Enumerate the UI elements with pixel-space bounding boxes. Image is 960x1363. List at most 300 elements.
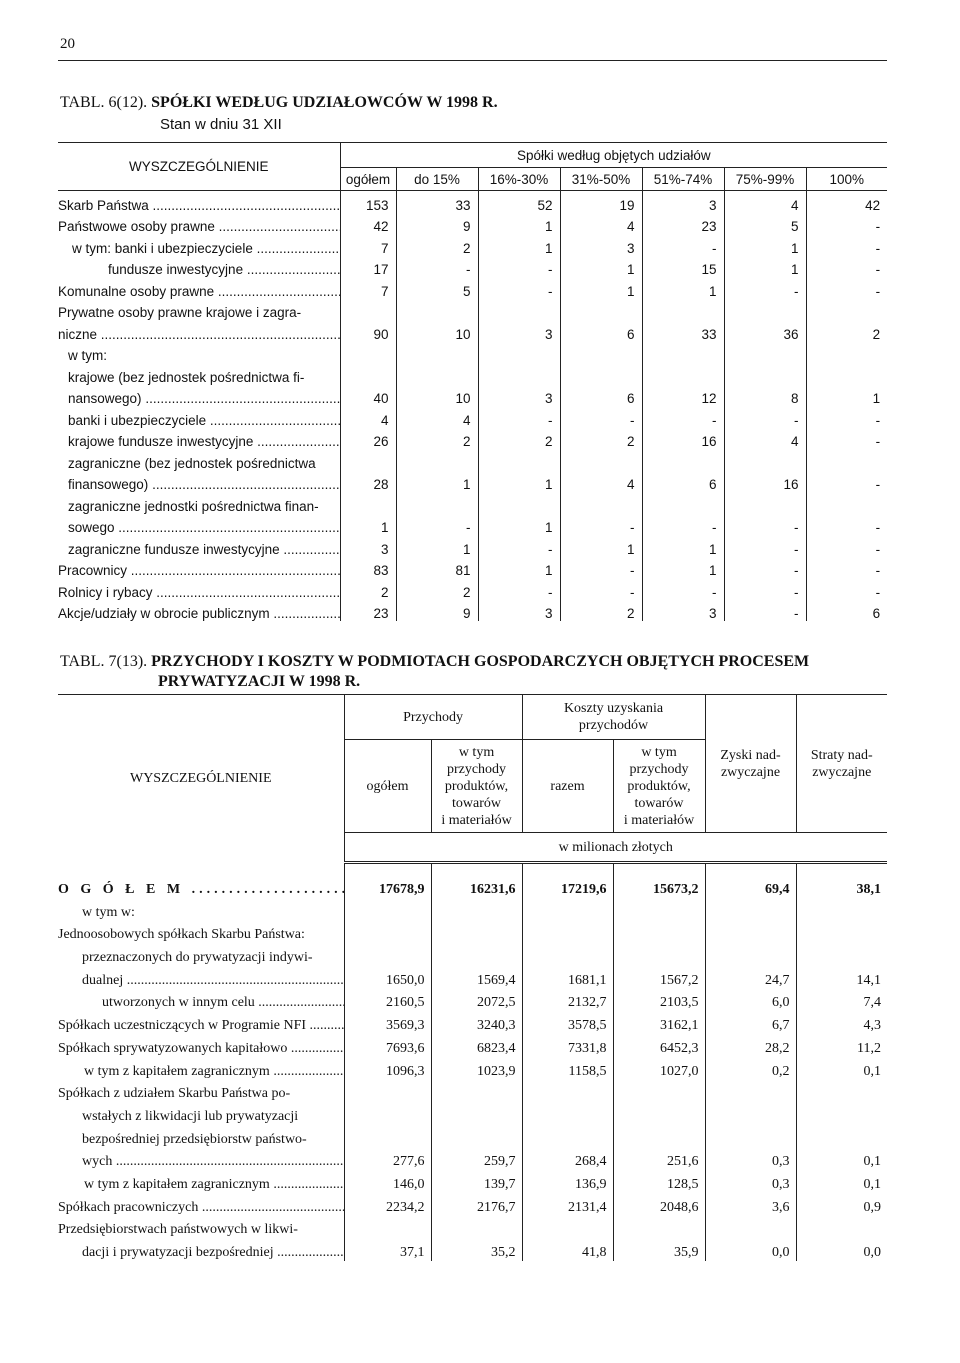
table2-row-label: przeznaczonych do prywatyzacji indywi- xyxy=(82,950,313,966)
table2-value-cell: 0,1 xyxy=(796,1148,887,1171)
table2-value-cell xyxy=(431,1102,522,1125)
table2-value-cell xyxy=(344,898,431,921)
table1-empty-cell xyxy=(724,299,806,321)
table1-value-cell: - xyxy=(396,514,478,536)
table2-row-label: utworzonych w innym celu ..... xyxy=(102,995,344,1010)
table1-empty-cell xyxy=(642,363,724,385)
table2-value-cell: 4,3 xyxy=(796,1011,887,1034)
table1-value-cell: - xyxy=(806,535,887,557)
table1-value-cell: 40 xyxy=(340,385,396,407)
table1-value-cell: - xyxy=(806,406,887,428)
table2-value-cell: 1027,0 xyxy=(613,1057,705,1080)
table2-value-cell: 139,7 xyxy=(431,1170,522,1193)
table1-value-cell: - xyxy=(806,213,887,235)
table1-empty-cell xyxy=(642,449,724,471)
table2-row-label-cell xyxy=(58,943,344,966)
table2-row-label-cell xyxy=(58,1125,344,1148)
table1-row xyxy=(58,342,887,364)
table1-value-cell: 4 xyxy=(724,191,806,213)
table1-value-cell: 3 xyxy=(340,535,396,557)
table2-value-cell xyxy=(344,921,431,944)
table1-body xyxy=(58,191,887,622)
table2-value-cell: 7331,8 xyxy=(522,1034,613,1057)
table2-row xyxy=(58,1057,887,1080)
table1-value-cell: - xyxy=(396,256,478,278)
table2-value-cell: 28,2 xyxy=(705,1034,796,1057)
table2-unit: w milionach złotych xyxy=(344,833,887,863)
table2-value-cell xyxy=(705,1102,796,1125)
table1-value-cell: 33 xyxy=(642,320,724,342)
table2-row xyxy=(58,1102,887,1125)
table1-value-cell: 1 xyxy=(396,471,478,493)
table2-col-revenue-sub-line: i materiałów xyxy=(441,812,512,828)
table2-value-cell: 2176,7 xyxy=(431,1193,522,1216)
table1-row-label-line1: Prywatne osoby prawne krajowe i zagra- xyxy=(58,305,302,320)
table1-row xyxy=(58,213,887,235)
table2-row-label: wych ..... xyxy=(82,1154,344,1169)
table1-value-cell: 36 xyxy=(724,320,806,342)
table1-row-label-line1: zagraniczne jednostki pośrednictwa finan- xyxy=(68,498,319,514)
table2-value-cell: 268,4 xyxy=(522,1148,613,1171)
table2-value-cell: 3,6 xyxy=(705,1193,796,1216)
table2-col-revenue-sub-line: przychody xyxy=(446,761,507,777)
table1-empty-cell xyxy=(396,492,478,514)
table2-value-cell: 6,0 xyxy=(705,989,796,1012)
table1-value-cell: 16 xyxy=(724,471,806,493)
table1-empty-cell xyxy=(478,449,560,471)
table2-value-cell: 2132,7 xyxy=(522,989,613,1012)
table2-value-cell: 2131,4 xyxy=(522,1193,613,1216)
table1-value-cell: 6 xyxy=(560,385,642,407)
table1-value-cell: 2 xyxy=(560,600,642,622)
table2-row-label-cell xyxy=(58,1148,344,1171)
table1-value-cell: 16 xyxy=(642,428,724,450)
table1-empty-cell xyxy=(340,492,396,514)
table1-value-cell xyxy=(560,342,642,364)
table1-row xyxy=(58,299,887,321)
table2-value-cell xyxy=(344,1125,431,1148)
table2-value-cell: 136,9 xyxy=(522,1170,613,1193)
table2-value-cell xyxy=(613,943,705,966)
table2-group-costs xyxy=(522,695,705,740)
table1-empty-cell xyxy=(806,449,887,471)
table2-row xyxy=(58,1193,887,1216)
table2-value-cell: 3578,5 xyxy=(522,1011,613,1034)
table1-empty-cell xyxy=(396,299,478,321)
table2-value-cell: 251,6 xyxy=(613,1148,705,1171)
table2-value-cell: 146,0 xyxy=(344,1170,431,1193)
table1-row-label-cell xyxy=(58,256,340,278)
table2-row-label-cell xyxy=(58,1216,344,1239)
table2-value-cell xyxy=(705,943,796,966)
table2-value-cell: 35,9 xyxy=(613,1238,705,1261)
page-number: 20 xyxy=(60,36,75,52)
table1-col-header: 31%-50% xyxy=(560,168,642,191)
table2-col-loss-line1: Straty nad- xyxy=(810,747,873,763)
table1-row-label-cell xyxy=(58,385,340,407)
table1-value-cell: 90 xyxy=(340,320,396,342)
table2-value-cell: 11,2 xyxy=(796,1034,887,1057)
table2-value-cell: 0,9 xyxy=(796,1193,887,1216)
table2-value-cell xyxy=(522,1102,613,1125)
table1-value-cell: 1 xyxy=(478,471,560,493)
table2-value-cell xyxy=(613,1125,705,1148)
table1-empty-cell xyxy=(724,363,806,385)
table2-value-cell: 0,0 xyxy=(796,1238,887,1261)
table1-value-cell: 2 xyxy=(478,428,560,450)
table2-value-cell: 14,1 xyxy=(796,966,887,989)
table1-row xyxy=(58,578,887,600)
table2-title xyxy=(60,652,809,692)
table1-row-label: Akcje/udziały w obrocie publicznym ..... xyxy=(58,606,340,621)
table1-row-label: nansowego) ..... xyxy=(68,391,340,406)
table1-value-cell: 5 xyxy=(724,213,806,235)
table1-value-cell: 26 xyxy=(340,428,396,450)
table1-value-cell: 1 xyxy=(478,234,560,256)
table2-total-label: O G Ó Ł E M ..... xyxy=(58,882,344,897)
table1-value-cell: 2 xyxy=(396,578,478,600)
table1-value-cell: 10 xyxy=(396,385,478,407)
table1-row xyxy=(58,406,887,428)
table1-row xyxy=(58,363,887,385)
table1-value-cell: 2 xyxy=(560,428,642,450)
table1-col-header: 51%-74% xyxy=(642,168,724,191)
table1-row-label-line1: zagraniczne (bez jednostek pośrednictwa xyxy=(68,455,316,471)
table1-value-cell: - xyxy=(724,514,806,536)
table2-value-cell: 0,1 xyxy=(796,1170,887,1193)
table2-col-profit xyxy=(705,695,796,833)
table2-col-profit-line2: zwyczajne xyxy=(720,764,781,780)
table1-row-label-cell xyxy=(58,342,340,364)
table2-col-costs-sub xyxy=(613,740,705,833)
table1-row-label-line1: krajowe (bez jednostek pośrednictwa fi- xyxy=(68,369,305,385)
table2-value-cell: 128,5 xyxy=(613,1170,705,1193)
table1-empty-cell xyxy=(340,299,396,321)
table2-value-cell: 3569,3 xyxy=(344,1011,431,1034)
table1-row-label-cell xyxy=(58,600,340,622)
table2-value-cell: 1158,5 xyxy=(522,1057,613,1080)
table1-value-cell: - xyxy=(806,578,887,600)
table1-value-cell: 7 xyxy=(340,277,396,299)
table2-row-label: dualnej ..... xyxy=(82,973,344,988)
table1-row-label-cell xyxy=(58,514,340,536)
table1-value-cell: - xyxy=(724,557,806,579)
table2-value-cell xyxy=(613,1216,705,1239)
table2-value-cell xyxy=(431,943,522,966)
table1-col-header: 16%-30% xyxy=(478,168,560,191)
table2-row xyxy=(58,1238,887,1261)
table1-empty-cell xyxy=(806,363,887,385)
table1 xyxy=(58,142,887,621)
table1-empty-cell xyxy=(806,492,887,514)
table1-value-cell: - xyxy=(806,428,887,450)
table2-value-cell xyxy=(796,898,887,921)
table2-col-revenue-sub xyxy=(431,740,522,833)
table1-row xyxy=(58,514,887,536)
table1-value-cell: - xyxy=(560,557,642,579)
table2-value-cell xyxy=(431,898,522,921)
table1-value-cell: 3 xyxy=(478,385,560,407)
table1-value-cell: 4 xyxy=(560,471,642,493)
table2-total-value: 69,4 xyxy=(705,863,796,899)
table2-col-costs-sub-line: przychody xyxy=(629,761,689,777)
table2-row xyxy=(58,966,887,989)
table2-value-cell: 2103,5 xyxy=(613,989,705,1012)
table1-row-label: banki i ubezpieczyciele ..... xyxy=(68,413,340,428)
table1-row-label-cell xyxy=(58,428,340,450)
table1-value-cell: 1 xyxy=(478,213,560,235)
table2-value-cell: 0,0 xyxy=(705,1238,796,1261)
table1-empty-cell xyxy=(478,492,560,514)
table2-value-cell: 1096,3 xyxy=(344,1057,431,1080)
table2-row xyxy=(58,1216,887,1239)
table1-empty-cell xyxy=(478,299,560,321)
table1-value-cell: 3 xyxy=(642,191,724,213)
table2-row xyxy=(58,1080,887,1103)
table1-value-cell: 153 xyxy=(340,191,396,213)
table2-value-cell xyxy=(431,1216,522,1239)
table2-value-cell xyxy=(522,1216,613,1239)
table1-value-cell: 42 xyxy=(806,191,887,213)
table2-value-cell: 24,7 xyxy=(705,966,796,989)
table2-value-cell xyxy=(796,1102,887,1125)
table1-empty-cell xyxy=(560,449,642,471)
table1-value-cell: 1 xyxy=(642,557,724,579)
table2-value-cell xyxy=(344,1080,431,1103)
table2-row-label: Przedsiębiorstwach państwowych w likwi- xyxy=(58,1222,298,1238)
table2-value-cell xyxy=(522,898,613,921)
table2-row-label: w tym w: xyxy=(82,904,135,920)
table1-empty-cell xyxy=(642,299,724,321)
table1-value-cell: 1 xyxy=(642,277,724,299)
table1-row-label-cell xyxy=(58,191,340,213)
table2-total-label-cell xyxy=(58,863,344,899)
table2-value-cell: 1569,4 xyxy=(431,966,522,989)
table1-value-cell: - xyxy=(560,514,642,536)
table1-value-cell: - xyxy=(478,578,560,600)
table2-row xyxy=(58,1170,887,1193)
table2-value-cell xyxy=(431,921,522,944)
table2-col-revenue-sub-line: produktów, xyxy=(444,778,509,794)
table1-value-cell: - xyxy=(806,234,887,256)
table2-row-label-cell xyxy=(58,898,344,921)
table2-value-cell: 3162,1 xyxy=(613,1011,705,1034)
table1-value-cell: - xyxy=(478,256,560,278)
table1-value-cell: 1 xyxy=(560,535,642,557)
table1-value-cell: 12 xyxy=(642,385,724,407)
table1-value-cell: 1 xyxy=(396,535,478,557)
table1-value-cell: 8 xyxy=(724,385,806,407)
table1-row-label: sowego ..... xyxy=(68,520,340,535)
table2 xyxy=(58,694,887,1261)
table1-value-cell: 1 xyxy=(560,277,642,299)
table2-value-cell xyxy=(705,898,796,921)
table2-value-cell: 41,8 xyxy=(522,1238,613,1261)
table2-value-cell xyxy=(522,921,613,944)
table2-value-cell xyxy=(344,1216,431,1239)
table2-value-cell: 277,6 xyxy=(344,1148,431,1171)
table1-value-cell: - xyxy=(642,234,724,256)
table1-stub-header: WYSZCZEGÓLNIENIE xyxy=(58,143,340,191)
table2-value-cell: 2234,2 xyxy=(344,1193,431,1216)
table2-row xyxy=(58,1148,887,1171)
table1-empty-cell xyxy=(724,449,806,471)
table2-value-cell xyxy=(613,921,705,944)
table1-value-cell: 42 xyxy=(340,213,396,235)
table1-value-cell: 3 xyxy=(560,234,642,256)
table2-value-cell: 0,2 xyxy=(705,1057,796,1080)
table1-row xyxy=(58,428,887,450)
table1-value-cell: - xyxy=(806,277,887,299)
table1-row xyxy=(58,277,887,299)
table2-row-label: dacji i prywatyzacji bezpośredniej ..... xyxy=(82,1245,344,1260)
table1-value-cell: 3 xyxy=(478,320,560,342)
table2-row xyxy=(58,898,887,921)
table2-row xyxy=(58,943,887,966)
table2-title-prefix: TABL. 7(13). xyxy=(60,653,148,670)
table2-row-label-cell xyxy=(58,1011,344,1034)
table1-row xyxy=(58,557,887,579)
table1-value-cell: - xyxy=(724,578,806,600)
table2-row-label: w tym z kapitałem zagranicznym ..... xyxy=(84,1177,344,1192)
table2-value-cell: 1650,0 xyxy=(344,966,431,989)
table2-value-cell xyxy=(705,921,796,944)
table2-value-cell: 7,4 xyxy=(796,989,887,1012)
table1-value-cell: 1 xyxy=(806,385,887,407)
table2-row-label-cell xyxy=(58,1193,344,1216)
table1-value-cell: 23 xyxy=(642,213,724,235)
table2-value-cell: 35,2 xyxy=(431,1238,522,1261)
table1-value-cell: 17 xyxy=(340,256,396,278)
table1-value-cell: 6 xyxy=(806,600,887,622)
table1-value-cell: - xyxy=(724,277,806,299)
table1-value-cell: 1 xyxy=(340,514,396,536)
table2-value-cell: 3240,3 xyxy=(431,1011,522,1034)
table2-row-label: Spółkach sprywatyzowanych kapitałowo ..... xyxy=(58,1041,344,1056)
table2-total-row xyxy=(58,863,887,899)
table1-value-cell xyxy=(478,342,560,364)
table1-value-cell: 3 xyxy=(478,600,560,622)
table2-value-cell: 1567,2 xyxy=(613,966,705,989)
table1-row-label: finansowego) ..... xyxy=(68,477,340,492)
table2-col-costs-sub-line: towarów xyxy=(634,795,684,811)
table2-row-label: Spółkach uczestniczących w Programie NFI ..... xyxy=(58,1018,344,1033)
table1-value-cell: 1 xyxy=(724,234,806,256)
table1-row-label: niczne ..... xyxy=(58,327,340,342)
table2-value-cell xyxy=(705,1216,796,1239)
table2-group-revenue: Przychody xyxy=(344,695,522,740)
table1-empty-cell xyxy=(724,492,806,514)
table2-value-cell xyxy=(796,1216,887,1239)
table2-row-label: wstałych z likwidacji lub prywatyzacji xyxy=(82,1108,299,1124)
table2-value-cell: 2048,6 xyxy=(613,1193,705,1216)
table2-row-label-cell xyxy=(58,1102,344,1125)
table1-value-cell xyxy=(642,342,724,364)
table1-row xyxy=(58,449,887,471)
table2-value-cell: 6,7 xyxy=(705,1011,796,1034)
table1-row-label-cell xyxy=(58,557,340,579)
table2-row-label-cell xyxy=(58,1080,344,1103)
table1-value-cell: - xyxy=(724,406,806,428)
table1-row xyxy=(58,385,887,407)
table2-row xyxy=(58,1034,887,1057)
table2-value-cell: 259,7 xyxy=(431,1148,522,1171)
table1-col-header: ogółem xyxy=(340,168,396,191)
table1-value-cell: 5 xyxy=(396,277,478,299)
table1-value-cell: 1 xyxy=(560,256,642,278)
table1-row-label: Komunalne osoby prawne ..... xyxy=(58,284,340,299)
table2-title-line2: PRYWATYZACJI W 1998 R. xyxy=(158,673,361,690)
table1-value-cell: 10 xyxy=(396,320,478,342)
table1-row-label-cell xyxy=(58,471,340,493)
table1-row-label: zagraniczne fundusze inwestycyjne ..... xyxy=(68,542,340,557)
table1-empty-cell xyxy=(340,363,396,385)
table1-value-cell: - xyxy=(478,406,560,428)
table1-row-label: Rolnicy i rybacy ..... xyxy=(58,585,340,600)
table2-row-label: bezpośredniej przedsiębiorstw państwo- xyxy=(82,1131,307,1147)
table1-value-cell: - xyxy=(806,514,887,536)
table2-group-costs-line1: Koszty uzyskania xyxy=(563,701,664,716)
table2-value-cell xyxy=(344,1102,431,1125)
table2-value-cell: 0,1 xyxy=(796,1057,887,1080)
table1-value-cell: 23 xyxy=(340,600,396,622)
table2-value-cell xyxy=(796,921,887,944)
table1-value-cell: 15 xyxy=(642,256,724,278)
table2-value-cell: 0,3 xyxy=(705,1148,796,1171)
table1-value-cell: - xyxy=(642,406,724,428)
table1-row-label: w tym: banki i ubezpieczyciele ..... xyxy=(72,241,340,256)
table1-row-label: Skarb Państwa ..... xyxy=(58,198,340,213)
table2-value-cell: 6452,3 xyxy=(613,1034,705,1057)
table1-value-cell: 4 xyxy=(560,213,642,235)
table1-value-cell: - xyxy=(560,578,642,600)
table1-row-label-cell xyxy=(58,578,340,600)
table1-empty-cell xyxy=(560,299,642,321)
table1-value-cell: 28 xyxy=(340,471,396,493)
table1-value-cell xyxy=(724,342,806,364)
table2-row-label-cell xyxy=(58,989,344,1012)
table2-value-cell: 2072,5 xyxy=(431,989,522,1012)
table1-row xyxy=(58,535,887,557)
table1-group-header: Spółki według objętych udziałów xyxy=(340,143,887,168)
top-rule xyxy=(58,60,887,61)
table1-value-cell: - xyxy=(724,600,806,622)
table2-value-cell xyxy=(613,898,705,921)
table1-empty-cell xyxy=(396,363,478,385)
table1-value-cell: 33 xyxy=(396,191,478,213)
table2-value-cell: 37,1 xyxy=(344,1238,431,1261)
table1-empty-cell xyxy=(560,492,642,514)
table1-value-cell: - xyxy=(478,277,560,299)
table1-value-cell: 4 xyxy=(340,406,396,428)
table1-row xyxy=(58,600,887,622)
table1-empty-cell xyxy=(340,449,396,471)
table1-value-cell: 4 xyxy=(396,406,478,428)
table2-value-cell: 0,3 xyxy=(705,1170,796,1193)
table1-col-header: 75%-99% xyxy=(724,168,806,191)
table2-group-costs-line2: przychodów xyxy=(578,718,649,733)
table2-value-cell xyxy=(522,1125,613,1148)
table2-value-cell xyxy=(431,1125,522,1148)
table2-row xyxy=(58,989,887,1012)
table2-col-loss-line2: zwyczajne xyxy=(812,764,872,780)
table1-value-cell: 83 xyxy=(340,557,396,579)
table2-row-label-cell xyxy=(58,966,344,989)
table1-title-text: SPÓŁKI WEDŁUG UDZIAŁOWCÓW W 1998 R. xyxy=(151,94,498,111)
table1-value-cell: 1 xyxy=(724,256,806,278)
table2-value-cell: 1681,1 xyxy=(522,966,613,989)
table2-total-value: 17678,9 xyxy=(344,863,431,899)
